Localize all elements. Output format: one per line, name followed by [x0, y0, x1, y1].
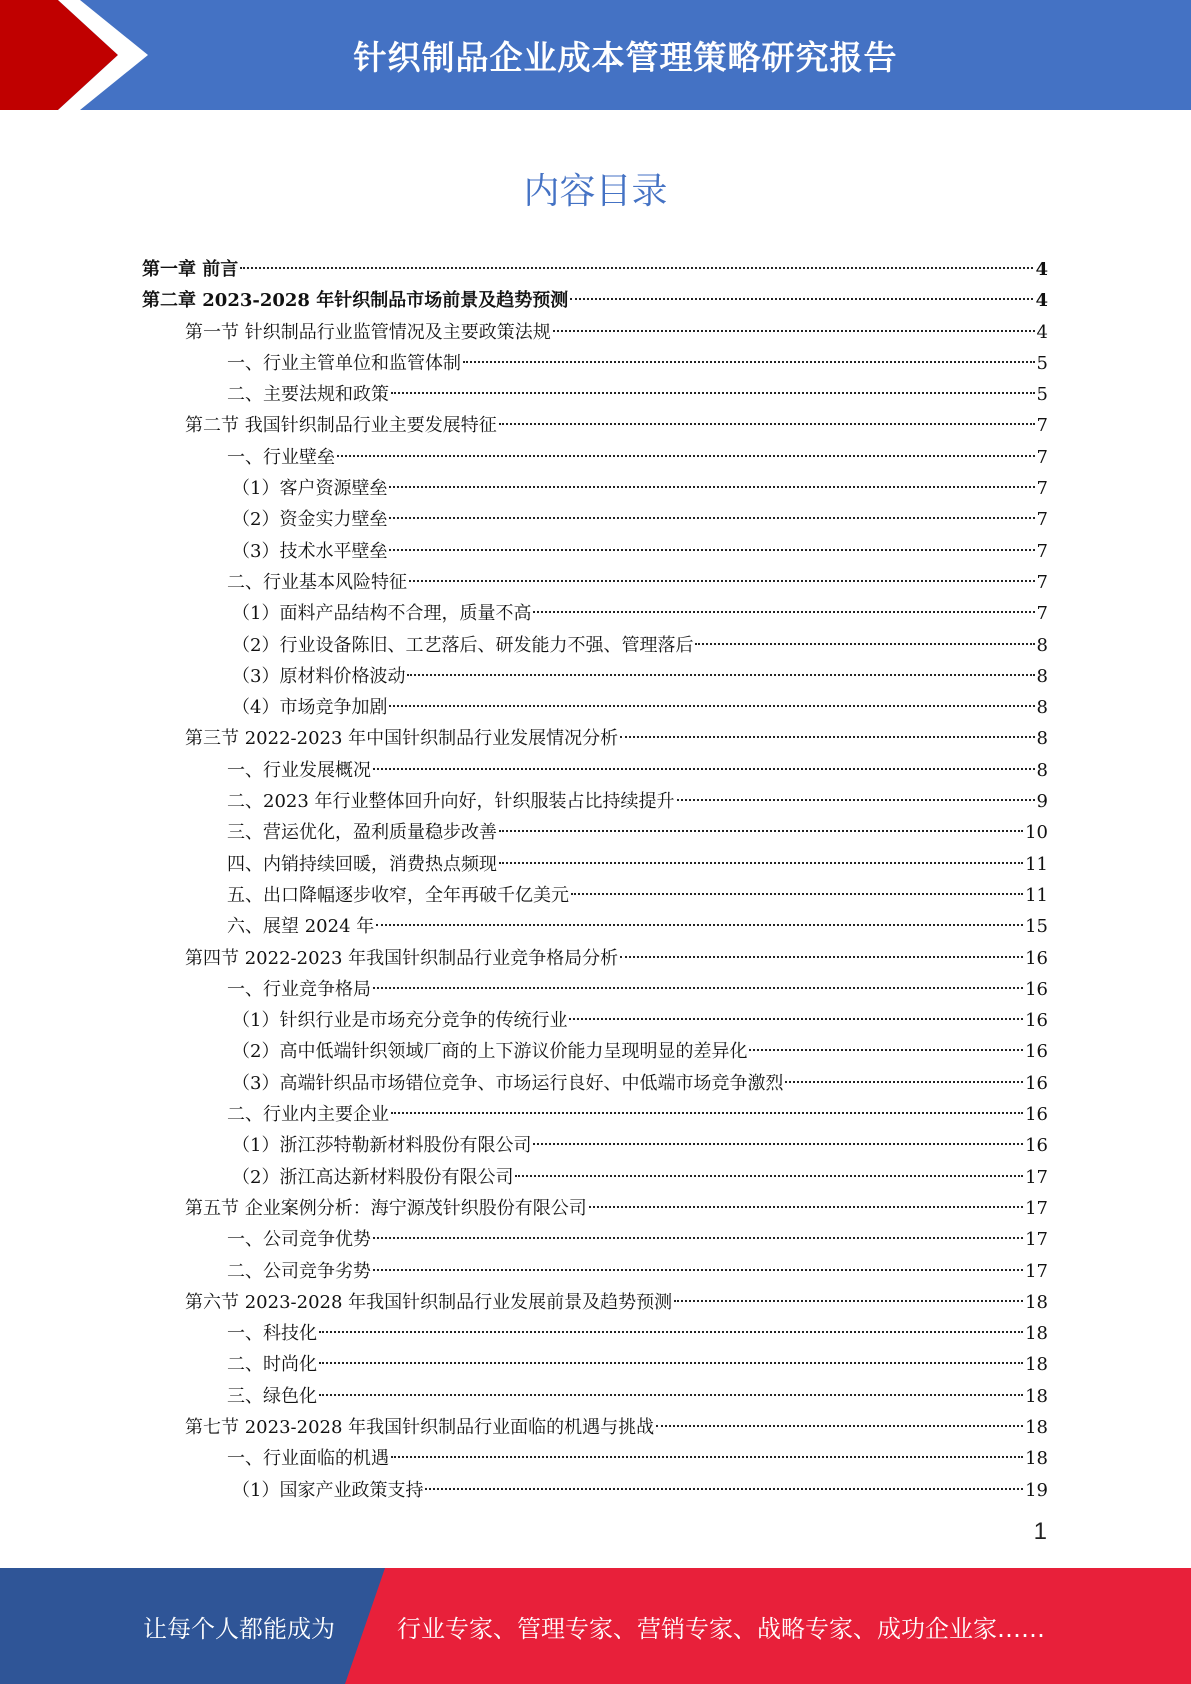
toc-leader-dots: [319, 1394, 1023, 1396]
toc-entry[interactable]: [142, 317, 1048, 348]
toc-entry-title: 二、主要法规和政策: [227, 384, 389, 406]
toc-entry-page: 17: [1025, 1229, 1048, 1251]
toc-entry-title: 三、营运优化，盈利质量稳步改善: [227, 822, 497, 844]
toc-leader-dots: [391, 1112, 1023, 1114]
toc-entry-title: 第五节 企业案例分析：海宁源茂针织股份有限公司: [185, 1197, 587, 1219]
toc-leader-dots: [749, 1049, 1023, 1051]
toc-entry[interactable]: [142, 880, 1048, 911]
toc-entry[interactable]: [142, 1318, 1048, 1349]
toc-leader-dots: [695, 643, 1034, 645]
toc-entry-page: 8: [1036, 728, 1048, 750]
toc-entry-page: 7: [1036, 509, 1048, 531]
toc-leader-dots: [515, 1175, 1023, 1177]
toc-entry-title: 四、内销持续回暖，消费热点频现: [227, 853, 497, 875]
toc-entry[interactable]: [142, 1256, 1048, 1287]
toc-entry-title: （2）浙江高达新材料股份有限公司: [232, 1166, 514, 1188]
toc-leader-dots: [620, 736, 1034, 738]
footer-slogan-right: 行业专家、管理专家、营销专家、战略专家、成功企业家……: [397, 1614, 1045, 1643]
toc-entry-page: 5: [1036, 352, 1048, 374]
toc-entry-page: 4: [1036, 321, 1048, 343]
toc-entry[interactable]: [142, 1036, 1048, 1067]
toc-entry[interactable]: [142, 473, 1048, 504]
toc-entry-title: 二、2023 年行业整体回升向好，针织服装占比持续提升: [227, 791, 675, 813]
toc-leader-dots: [240, 267, 1033, 269]
toc-entry-title: 一、行业壁垒: [227, 446, 335, 468]
toc-leader-dots: [499, 830, 1023, 832]
toc-leader-dots: [373, 1237, 1023, 1239]
toc-entry[interactable]: [142, 1412, 1048, 1443]
toc-leader-dots: [533, 611, 1034, 613]
toc-entry-title: （3）高端针织品市场错位竞争、市场运行良好、中低端市场竞争激烈: [232, 1072, 784, 1094]
toc-entry[interactable]: [142, 943, 1048, 974]
toc-entry-title: （1）国家产业政策支持: [232, 1479, 424, 1501]
toc-entry-page: 17: [1025, 1166, 1048, 1188]
toc-entry-page: 7: [1036, 571, 1048, 593]
footer-slogan-left: 让每个人都能成为: [143, 1614, 335, 1643]
toc-entry-title: 二、行业内主要企业: [227, 1104, 389, 1126]
toc-leader-dots: [499, 862, 1023, 864]
toc-entry-page: 17: [1025, 1197, 1048, 1219]
toc-entry-page: 18: [1025, 1354, 1048, 1376]
toc-entry[interactable]: [142, 1475, 1048, 1506]
table-of-contents: [142, 254, 1048, 1506]
toc-entry-title: （1）客户资源壁垒: [232, 478, 388, 500]
toc-leader-dots: [409, 580, 1035, 582]
toc-entry-title: （1）浙江莎特勒新材料股份有限公司: [232, 1135, 532, 1157]
toc-entry-title: 第四节 2022-2023 年我国针织制品行业竞争格局分析: [185, 947, 619, 969]
toc-leader-dots: [389, 549, 1034, 551]
toc-entry-title: 第二章 2023-2028 年针织制品市场前景及趋势预测: [142, 290, 569, 312]
toc-entry-page: 7: [1036, 478, 1048, 500]
toc-entry-page: 7: [1036, 603, 1048, 625]
toc-entry[interactable]: [142, 567, 1048, 598]
toc-entry-page: 19: [1025, 1479, 1048, 1501]
toc-entry[interactable]: [142, 442, 1048, 473]
toc-leader-dots: [407, 674, 1034, 676]
toc-entry-page: 4: [1035, 259, 1048, 280]
toc-leader-dots: [569, 1018, 1023, 1020]
toc-entry[interactable]: [142, 723, 1048, 754]
toc-entry-page: 4: [1035, 290, 1048, 312]
toc-entry-title: （2）高中低端针织领域厂商的上下游议价能力呈现明显的差异化: [232, 1041, 748, 1063]
toc-entry[interactable]: [142, 849, 1048, 880]
toc-entry-title: 一、科技化: [227, 1323, 317, 1345]
toc-entry-title: 二、公司竞争劣势: [227, 1260, 371, 1282]
toc-entry-title: （3）技术水平壁垒: [232, 540, 388, 562]
toc-entry-title: 二、行业基本风险特征: [227, 571, 407, 593]
toc-entry[interactable]: [142, 1068, 1048, 1099]
toc-entry-page: 18: [1025, 1291, 1048, 1313]
toc-leader-dots: [677, 799, 1035, 801]
toc-entry-page: 18: [1025, 1385, 1048, 1407]
toc-entry-title: （2）行业设备陈旧、工艺落后、研发能力不强、管理落后: [232, 634, 694, 656]
toc-entry[interactable]: [142, 1005, 1048, 1036]
toc-entry-page: 11: [1025, 853, 1048, 875]
toc-entry[interactable]: [142, 1130, 1048, 1161]
toc-leader-dots: [674, 1300, 1023, 1302]
toc-entry[interactable]: [142, 1224, 1048, 1255]
toc-entry-title: 三、绿色化: [227, 1385, 317, 1407]
toc-entry[interactable]: [142, 755, 1048, 786]
toc-leader-dots: [337, 455, 1035, 457]
toc-leader-dots: [376, 924, 1023, 926]
toc-leader-dots: [571, 893, 1023, 895]
toc-entry-title: 一、行业主管单位和监管体制: [227, 352, 461, 374]
toc-entry[interactable]: [142, 536, 1048, 567]
toc-leader-dots: [389, 705, 1034, 707]
toc-entry-page: 16: [1025, 1104, 1048, 1126]
toc-entry[interactable]: [142, 1162, 1048, 1193]
toc-entry[interactable]: [142, 786, 1048, 817]
toc-entry-page: 18: [1025, 1448, 1048, 1470]
toc-entry-page: 7: [1036, 540, 1048, 562]
toc-entry[interactable]: [142, 1193, 1048, 1224]
toc-entry[interactable]: [142, 410, 1048, 441]
toc-entry[interactable]: [142, 598, 1048, 629]
toc-entry[interactable]: [142, 348, 1048, 379]
toc-entry-page: 8: [1036, 759, 1048, 781]
toc-leader-dots: [499, 423, 1035, 425]
toc-entry-title: 五、出口降幅逐步收窄，全年再破千亿美元: [227, 884, 569, 906]
toc-entry[interactable]: [142, 1287, 1048, 1318]
footer-banner: [0, 1568, 1191, 1684]
toc-leader-dots: [373, 1269, 1023, 1271]
toc-entry-title: （1）针织行业是市场充分竞争的传统行业: [232, 1010, 568, 1032]
report-title: 针织制品企业成本管理策略研究报告: [353, 37, 898, 77]
toc-entry-page: 5: [1036, 384, 1048, 406]
toc-entry-page: 11: [1025, 884, 1048, 906]
toc-entry-title: 一、公司竞争优势: [227, 1229, 371, 1251]
toc-leader-dots: [553, 330, 1035, 332]
report-header-bar: [0, 0, 1191, 110]
toc-entry[interactable]: [142, 1349, 1048, 1380]
toc-entry-title: 第七节 2023-2028 年我国针织制品行业面临的机遇与挑战: [185, 1416, 655, 1438]
toc-entry[interactable]: [142, 379, 1048, 410]
toc-leader-dots: [389, 517, 1034, 519]
toc-entry[interactable]: [142, 1381, 1048, 1412]
toc-leader-dots: [570, 298, 1033, 300]
toc-entry[interactable]: [142, 911, 1048, 942]
toc-leader-dots: [391, 392, 1035, 394]
page-number: 1: [1033, 1518, 1047, 1545]
toc-entry-page: 16: [1025, 947, 1048, 969]
toc-entry-page: 16: [1025, 1072, 1048, 1094]
toc-entry-title: 一、行业竞争格局: [227, 978, 371, 1000]
toc-entry-page: 16: [1025, 1010, 1048, 1032]
toc-entry-page: 9: [1036, 791, 1048, 813]
toc-entry-title: 一、行业发展概况: [227, 759, 371, 781]
toc-entry-title: 第六节 2023-2028 年我国针织制品行业发展前景及趋势预测: [185, 1291, 673, 1313]
toc-entry-page: 7: [1036, 446, 1048, 468]
toc-leader-dots: [463, 361, 1035, 363]
toc-entry-page: 15: [1025, 916, 1048, 938]
toc-leader-dots: [373, 987, 1023, 989]
toc-entry-title: 六、展望 2024 年: [227, 916, 375, 938]
toc-leader-dots: [389, 486, 1034, 488]
toc-heading: 内容目录: [523, 171, 668, 212]
toc-entry-title: 二、时尚化: [227, 1354, 317, 1376]
toc-entry-page: 16: [1025, 1041, 1048, 1063]
toc-entry[interactable]: [142, 285, 1048, 316]
toc-leader-dots: [319, 1331, 1023, 1333]
toc-leader-dots: [391, 1456, 1023, 1458]
toc-leader-dots: [425, 1488, 1023, 1490]
toc-entry[interactable]: [142, 1099, 1048, 1130]
toc-entry-title: 第一章 前言: [142, 259, 239, 280]
toc-entry-title: 一、行业面临的机遇: [227, 1448, 389, 1470]
toc-leader-dots: [589, 1206, 1023, 1208]
toc-leader-dots: [319, 1362, 1023, 1364]
toc-leader-dots: [373, 768, 1035, 770]
toc-entry[interactable]: [142, 817, 1048, 848]
toc-entry-title: 第一节 针织制品行业监管情况及主要政策法规: [185, 321, 551, 343]
toc-entry-title: 第二节 我国针织制品行业主要发展特征: [185, 415, 497, 437]
toc-entry[interactable]: [142, 1443, 1048, 1474]
toc-entry-page: 8: [1036, 665, 1048, 687]
toc-leader-dots: [533, 1143, 1023, 1145]
toc-entry[interactable]: [142, 630, 1048, 661]
toc-entry-title: （4）市场竞争加剧: [232, 697, 388, 719]
toc-entry-page: 10: [1025, 822, 1048, 844]
toc-leader-dots: [656, 1425, 1023, 1427]
toc-entry-title: （3）原材料价格波动: [232, 665, 406, 687]
toc-entry-page: 18: [1025, 1323, 1048, 1345]
toc-leader-dots: [620, 956, 1023, 958]
toc-entry-page: 7: [1036, 415, 1048, 437]
toc-entry[interactable]: [142, 974, 1048, 1005]
toc-entry[interactable]: [142, 504, 1048, 535]
toc-entry-page: 16: [1025, 1135, 1048, 1157]
toc-entry-page: 17: [1025, 1260, 1048, 1282]
header-arrow-decoration: [0, 0, 160, 110]
toc-entry-page: 16: [1025, 978, 1048, 1000]
toc-entry-page: 8: [1036, 697, 1048, 719]
toc-entry-page: 8: [1036, 634, 1048, 656]
toc-entry-title: 第三节 2022-2023 年中国针织制品行业发展情况分析: [185, 728, 619, 750]
toc-entry[interactable]: [142, 692, 1048, 723]
toc-entry[interactable]: [142, 661, 1048, 692]
toc-entry-title: （1）面料产品结构不合理，质量不高: [232, 603, 532, 625]
toc-entry[interactable]: [142, 254, 1048, 285]
toc-entry-page: 18: [1025, 1416, 1048, 1438]
toc-entry-title: （2）资金实力壁垒: [232, 509, 388, 531]
toc-leader-dots: [785, 1081, 1023, 1083]
